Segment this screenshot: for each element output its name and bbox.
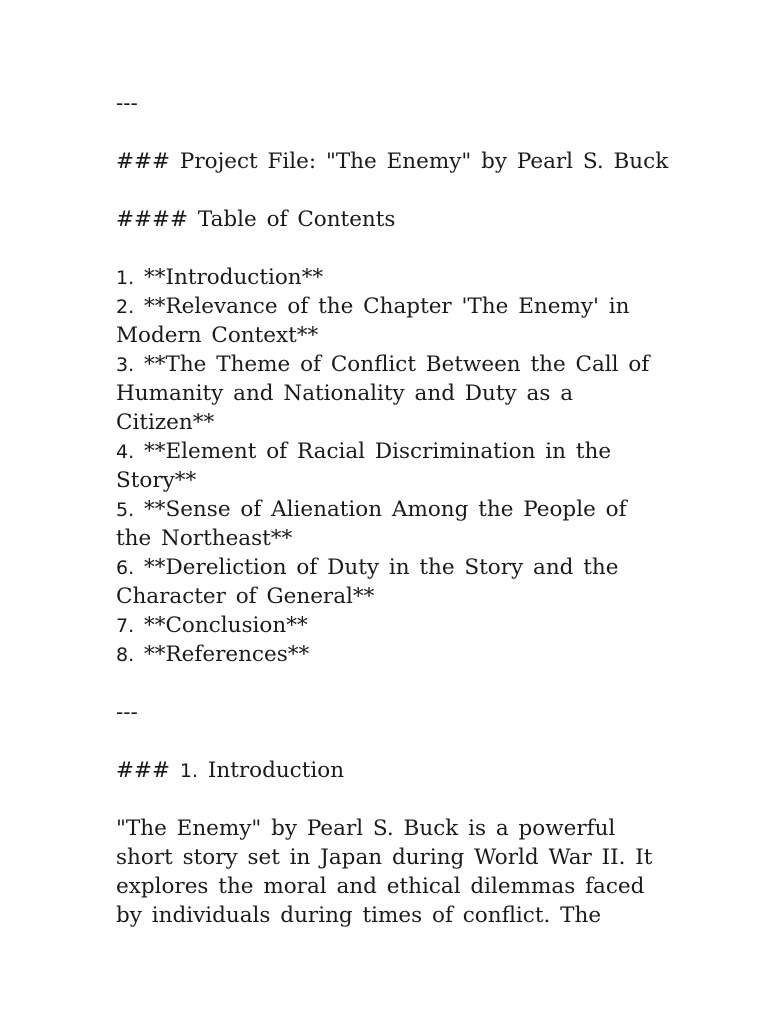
toc-item-text: Humanity and Nationality and Duty as a <box>116 381 574 406</box>
spacer <box>116 234 656 263</box>
document-page <box>116 89 669 930</box>
paragraph-line: "The Enemy" by Pearl S. Buck is a powerful <box>116 816 616 841</box>
toc-item-number: 3. <box>116 354 135 376</box>
table-of-contents <box>116 263 656 669</box>
toc-item <box>116 263 656 292</box>
section-heading-prefix: ### <box>116 758 171 783</box>
toc-item-text: **Element of Racial Discrimination in the <box>143 439 612 464</box>
toc-item-line <box>116 437 656 466</box>
toc-item-line <box>116 640 656 669</box>
toc-item-text: **Sense of Alienation Among the People of <box>143 497 627 522</box>
toc-item-number: 1. <box>116 267 135 289</box>
toc-heading: #### Table of Contents <box>116 207 396 232</box>
toc-item-line <box>116 350 656 379</box>
section-number: 1. <box>179 760 199 782</box>
toc-item-text: Modern Context** <box>116 323 319 348</box>
project-heading: ### Project File: "The Enemy" by Pearl S. Buck <box>116 149 669 174</box>
toc-item-number: 8. <box>116 644 135 666</box>
toc-item <box>116 611 656 640</box>
toc-item-text: **Dereliction of Duty in the Story and the <box>143 555 619 580</box>
toc-item-number: 2. <box>116 296 135 318</box>
spacer <box>116 176 656 205</box>
toc-item-text: **References** <box>143 642 310 667</box>
separator-mid: --- <box>116 700 138 725</box>
spacer <box>116 118 656 147</box>
spacer <box>116 669 656 698</box>
toc-item-line <box>116 495 656 524</box>
toc-item-line <box>116 263 656 292</box>
toc-item-text: **Conclusion** <box>143 613 308 638</box>
toc-item <box>116 640 656 669</box>
toc-item-text: **Relevance of the Chapter 'The Enemy' in <box>143 294 630 319</box>
toc-item-line <box>116 524 656 553</box>
toc-item-text: Citizen** <box>116 410 215 435</box>
toc-item-text: **The Theme of Conflict Between the Call of <box>143 352 650 377</box>
paragraph-line: short story set in Japan during World War II. It <box>116 845 653 870</box>
toc-item-number: 4. <box>116 441 135 463</box>
spacer <box>116 727 656 756</box>
separator-top: --- <box>116 91 138 116</box>
toc-item-text: Story** <box>116 468 197 493</box>
toc-item-line <box>116 321 656 350</box>
toc-item-line <box>116 582 656 611</box>
paragraph-line: by individuals during times of conflict. The <box>116 903 602 928</box>
toc-item <box>116 292 656 350</box>
toc-item-number: 6. <box>116 557 135 579</box>
toc-item-number: 7. <box>116 615 135 637</box>
spacer <box>116 785 656 814</box>
toc-item-number: 5. <box>116 499 135 521</box>
paragraph-line: explores the moral and ethical dilemmas faced <box>116 874 645 899</box>
toc-item-line <box>116 553 656 582</box>
toc-item <box>116 350 656 437</box>
toc-item-line <box>116 611 656 640</box>
toc-item <box>116 437 656 495</box>
toc-item-line <box>116 466 656 495</box>
toc-item <box>116 495 656 553</box>
toc-item-text: the Northeast** <box>116 526 293 551</box>
toc-item <box>116 553 656 611</box>
introduction-paragraph <box>116 814 656 930</box>
toc-item-text: Character of General** <box>116 584 375 609</box>
toc-item-line <box>116 292 656 321</box>
section-heading-introduction <box>116 756 656 785</box>
toc-item-line <box>116 379 656 408</box>
toc-item-text: **Introduction** <box>143 265 324 290</box>
section-title: Introduction <box>207 758 345 783</box>
toc-item-line <box>116 408 656 437</box>
